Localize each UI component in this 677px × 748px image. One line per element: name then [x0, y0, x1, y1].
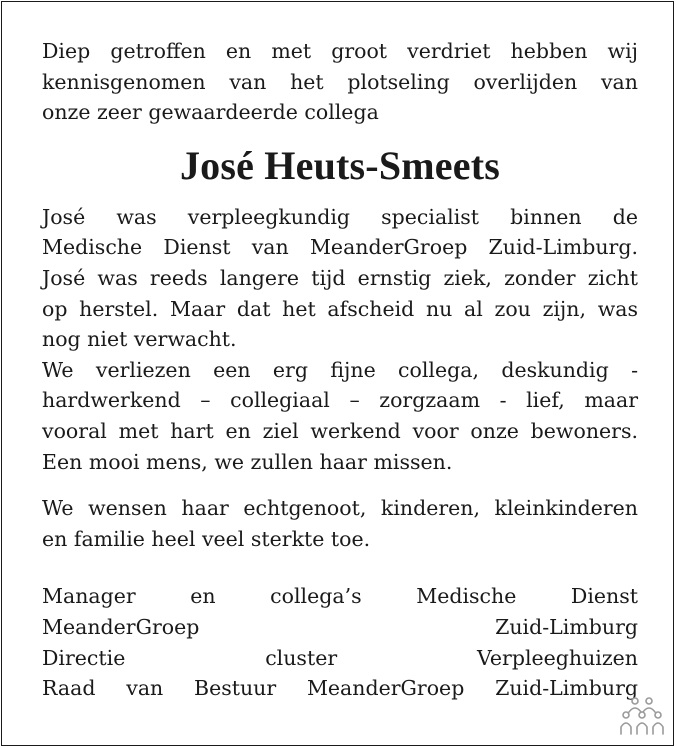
deceased-name: José Heuts-Smeets	[179, 142, 500, 188]
body-line: nog niet verwacht.	[42, 327, 237, 352]
intro-line: kennisgenomen van het plotseling overlijden van	[42, 69, 638, 94]
body-line: vooral met hart en ziel werkend voor onze bewoners.	[42, 418, 638, 443]
signatories-block	[42, 581, 638, 703]
wishes-paragraph	[42, 493, 638, 554]
obituary-content	[42, 36, 638, 704]
body-line: José was verpleegkundig specialist binnen de	[42, 204, 638, 229]
obituary-frame	[1, 1, 674, 746]
wishes-line: en familie heel veel sterkte toe.	[42, 526, 371, 551]
people-group-logo-icon	[619, 696, 665, 736]
body-line: José was reeds langere tijd ernstig ziek, zonder zicht	[42, 265, 638, 290]
spacer	[42, 477, 638, 493]
body-line: hardwerkend – collegiaal – zorgzaam - lief, maar	[42, 388, 638, 413]
signatory-line: Directie cluster Verpleeghuizen	[42, 645, 638, 670]
signatory-line: MeanderGroep Zuid-Limburg	[42, 614, 638, 639]
signatory-line: Manager en collega’s Medische Dienst	[42, 584, 638, 609]
intro-line: onze zeer gewaardeerde collega	[42, 100, 379, 125]
wishes-line: We wensen haar echtgenoot, kinderen, kleinkinderen	[42, 496, 638, 521]
spacer	[42, 554, 638, 581]
body-line: Een mooi mens, we zullen haar missen.	[42, 449, 453, 474]
intro-paragraph	[42, 36, 638, 128]
signatory-line: Raad van Bestuur MeanderGroep Zuid-Limburg	[42, 676, 638, 701]
intro-line: Diep getroffen en met groot verdriet hebben wij	[42, 39, 638, 63]
body-paragraph	[42, 202, 638, 477]
body-line: Medische Dienst van MeanderGroep Zuid-Limburg.	[42, 235, 638, 260]
body-line: We verliezen een erg fijne collega, deskundig -	[42, 357, 638, 382]
body-line: op herstel. Maar dat het afscheid nu al zou zijn, was	[42, 296, 638, 321]
